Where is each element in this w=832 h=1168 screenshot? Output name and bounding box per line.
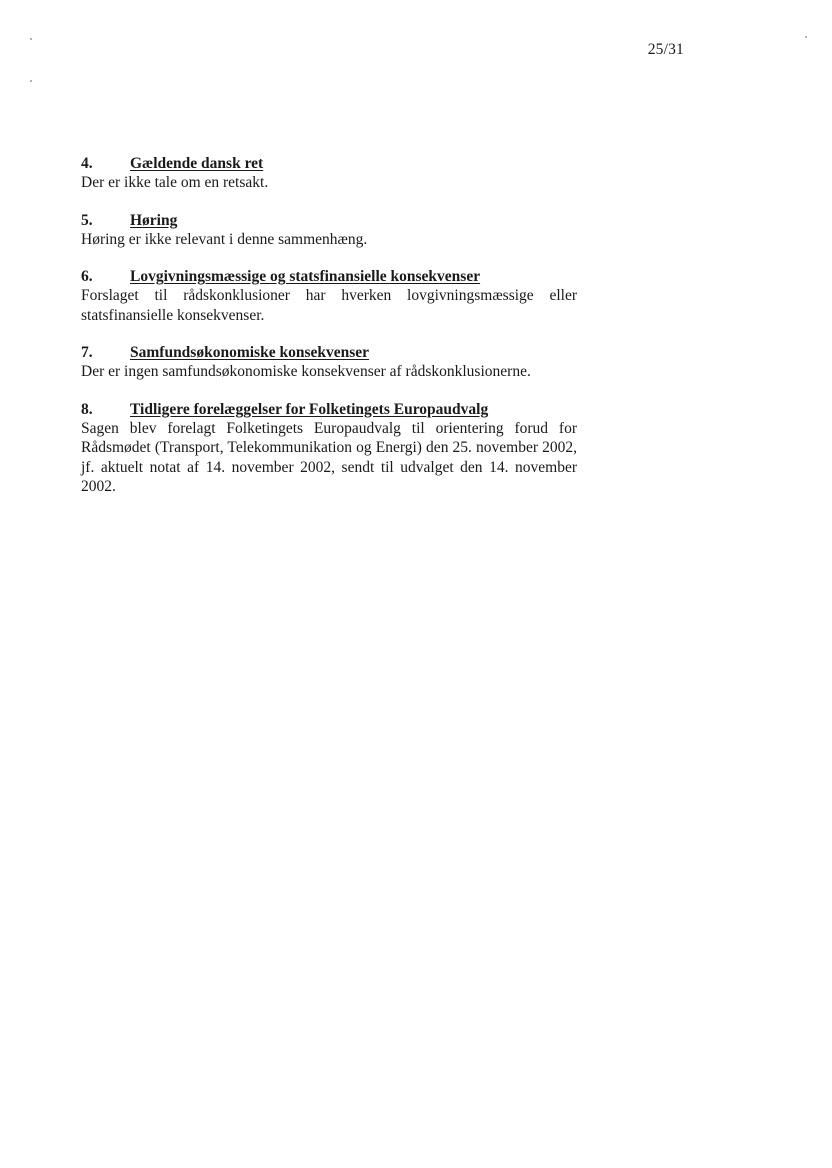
section-number: 5. <box>81 211 93 229</box>
section-number: 6. <box>81 268 93 285</box>
section-tidligere-forelaeggelser <box>81 400 577 497</box>
section-heading <box>81 267 577 286</box>
section-number: 4. <box>81 155 93 172</box>
section-samfundsoekonomiske <box>81 343 577 382</box>
scan-speck <box>805 36 807 38</box>
section-heading <box>81 400 577 419</box>
section-text: Der er ingen samfundsøkonomiske konsekvenser af rådskonklusionerne. <box>81 363 531 380</box>
section-heading <box>81 154 577 173</box>
section-text: Der er ikke tale om en retsakt. <box>81 174 269 191</box>
scan-speck <box>30 80 32 82</box>
section-title: Tidligere forelæggelser for Folketingets Europaudvalg <box>130 400 489 418</box>
section-heading <box>81 343 577 362</box>
section-title: Samfundsøkonomiske konsekvenser <box>130 344 370 361</box>
section-hoering <box>81 211 577 250</box>
scan-speck <box>30 38 32 40</box>
document-body <box>81 154 577 515</box>
section-heading <box>81 211 577 230</box>
section-text: Sagen blev forelagt Folketingets Europaudvalg til orientering forud for Rådsmødet (Transport, Telekommunikation og Energi) den 25. november 2002, jf. aktuelt notat af 14. november 2002, sendt til udvalget den 14. november 2002. <box>81 419 577 495</box>
section-title: Gældende dansk ret <box>130 155 264 172</box>
section-text: Forslaget til rådskonklusioner har hverken lovgivningsmæssige eller statsfinansielle konsekvenser. <box>81 287 577 324</box>
section-gaeldende-dansk-ret <box>81 154 577 193</box>
section-title: Høring <box>130 211 178 229</box>
page-number: 25/31 <box>647 41 684 58</box>
section-text: Høring er ikke relevant i denne sammenhæng. <box>81 230 368 248</box>
section-number: 7. <box>81 344 93 361</box>
section-title: Lovgivningsmæssige og statsfinansielle konsekvenser <box>130 268 481 285</box>
section-number: 8. <box>81 400 93 418</box>
section-konsekvenser <box>81 267 577 325</box>
